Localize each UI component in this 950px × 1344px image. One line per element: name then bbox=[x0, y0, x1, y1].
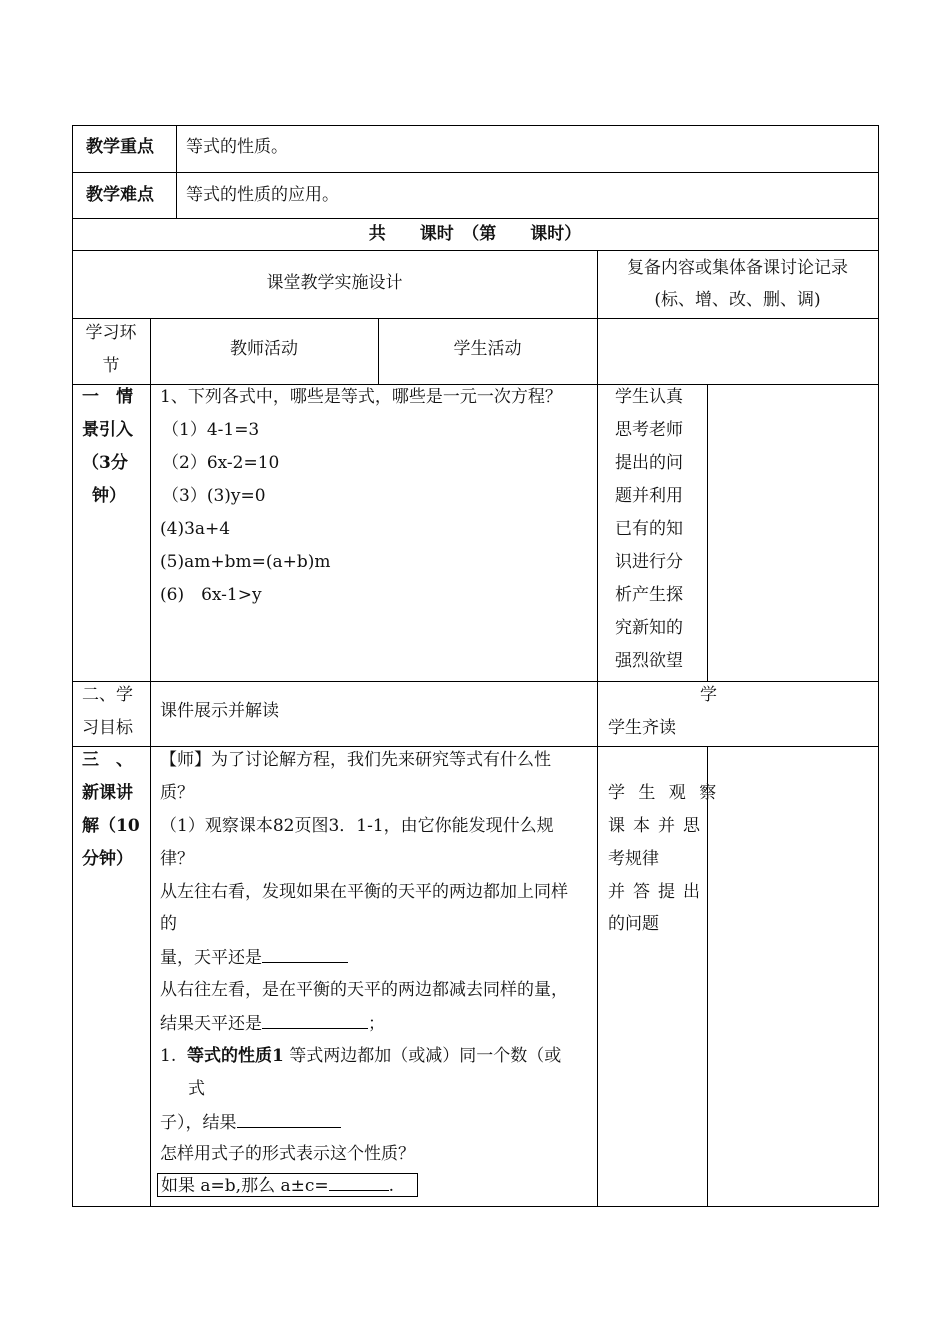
answer-blank bbox=[237, 1111, 341, 1128]
section2-stage-line: 二、学 bbox=[82, 685, 133, 705]
rule bbox=[878, 125, 879, 1207]
notes-subtitle: (标、增、改、删、调) bbox=[654, 290, 821, 310]
difficulty-label: 教学难点 bbox=[86, 185, 154, 205]
section3-student-line: 课本并思 bbox=[608, 816, 708, 836]
section1-teacher-line: 1、下列各式中，哪些是等式，哪些是一元一次方程？ bbox=[160, 387, 562, 407]
rule bbox=[72, 172, 879, 173]
stage-column-header-2: 节 bbox=[102, 356, 120, 376]
section1-stage-line: 景引入 bbox=[82, 420, 133, 440]
rule bbox=[707, 384, 708, 682]
section3-teacher-line: 的 bbox=[160, 914, 177, 934]
section3-teacher-line bbox=[160, 946, 348, 969]
semicolon: ； bbox=[368, 1014, 385, 1034]
section3-teacher-line: 【师】为了讨论解方程，我们先来研究等式有什么性 bbox=[160, 750, 551, 770]
answer-blank bbox=[262, 946, 348, 963]
section3-student-line: 的问题 bbox=[608, 914, 659, 934]
section3-teacher-line: 从右往左看，是在平衡的天平的两边都减去同样的量， bbox=[160, 980, 568, 1000]
section3-stage-line: 三 、 bbox=[82, 750, 133, 770]
answer-blank bbox=[329, 1174, 389, 1191]
answer-blank bbox=[262, 1012, 368, 1029]
period: . bbox=[388, 1176, 395, 1196]
key-point-value: 等式的性质。 bbox=[186, 137, 288, 157]
section3-stage-line: 新课讲 bbox=[82, 783, 133, 803]
section1-student-line: 学生认真 bbox=[615, 387, 683, 407]
section1-student-line: 识进行分 bbox=[615, 552, 683, 572]
stage-column-header: 学习环 bbox=[85, 323, 137, 343]
section1-teacher-line: （2）6x-2=10 bbox=[162, 453, 280, 473]
result-text: 结果天平还是 bbox=[160, 1014, 262, 1034]
notes-title: 复备内容或集体备课讨论记录 bbox=[627, 258, 848, 278]
rule bbox=[72, 125, 879, 126]
property-text: 等式两边都加（或减）同一个数（或 bbox=[289, 1046, 562, 1066]
rule bbox=[72, 681, 879, 682]
student-column-header: 学生活动 bbox=[453, 339, 522, 359]
section3-student-line: 考规律 bbox=[608, 849, 659, 869]
rule bbox=[150, 318, 151, 1207]
section3-teacher-line: 律？ bbox=[160, 849, 194, 869]
rule bbox=[597, 250, 598, 1207]
section1-stage-line: （3分 bbox=[82, 453, 128, 473]
section1-student-line: 强烈欲望 bbox=[615, 651, 683, 671]
section1-teacher-line: （1）4-1=3 bbox=[162, 420, 260, 440]
section2-stage-line: 习目标 bbox=[82, 718, 133, 738]
difficulty-value: 等式的性质的应用。 bbox=[186, 185, 339, 205]
section1-teacher-line: （3）(3)y=0 bbox=[162, 486, 266, 506]
section3-student-line: 并答提出 bbox=[608, 882, 708, 902]
balance-text: 量，天平还是 bbox=[160, 948, 262, 968]
section3-teacher-line: 从左往右看，发现如果在平衡的天平的两边都加上同样 bbox=[160, 882, 568, 902]
section1-student-line: 究新知的 bbox=[615, 618, 683, 638]
section1-student-line: 题并利用 bbox=[615, 486, 683, 506]
formula-line bbox=[161, 1174, 394, 1197]
section2-student: 学生齐读 bbox=[608, 718, 676, 738]
rule bbox=[176, 125, 177, 219]
periods-row: 共 课时 （第 课时） bbox=[368, 224, 582, 244]
teacher-column-header: 教师活动 bbox=[230, 339, 298, 359]
result-text: 子），结果 bbox=[160, 1113, 237, 1133]
section3-teacher-line: 式 bbox=[188, 1079, 205, 1099]
section1-teacher-line: (5)am+bm=(a+b)m bbox=[160, 552, 331, 572]
section1-student-line: 已有的知 bbox=[615, 519, 683, 539]
section3-teacher-line: 质？ bbox=[160, 783, 194, 803]
rule bbox=[72, 250, 879, 251]
section3-teacher-line bbox=[160, 1012, 385, 1035]
section1-student-line: 思考老师 bbox=[615, 420, 683, 440]
item-number: 1. bbox=[160, 1046, 177, 1066]
property-1-line bbox=[160, 1045, 561, 1067]
section1-stage-line: 一 情 bbox=[82, 387, 133, 407]
section1-student-line: 析产生探 bbox=[615, 585, 683, 605]
section3-stage-line: 解（10 bbox=[82, 816, 140, 836]
rule bbox=[72, 746, 879, 747]
rule bbox=[72, 384, 879, 385]
section3-student-line: 学 生 观 察 bbox=[608, 783, 721, 803]
rule bbox=[72, 318, 879, 319]
rule bbox=[72, 218, 879, 219]
section1-stage-line: 钟） bbox=[92, 486, 126, 506]
section2-student-fragment: 学 bbox=[700, 685, 717, 705]
formula-text: 如果 a=b,那么 a±c= bbox=[161, 1176, 329, 1196]
section3-teacher-line: 怎样用式子的形式表示这个性质？ bbox=[160, 1144, 415, 1164]
design-title: 课堂教学实施设计 bbox=[266, 273, 403, 293]
section1-teacher-line: (4)3a+4 bbox=[160, 519, 231, 539]
key-point-label: 教学重点 bbox=[86, 137, 154, 157]
section3-teacher-line: （1）观察课本82页图3．1-1，由它你能发现什么规 bbox=[160, 816, 554, 836]
section3-stage-line: 分钟） bbox=[82, 849, 133, 869]
rule bbox=[72, 1206, 879, 1207]
property-title: 等式的性质1 bbox=[187, 1046, 284, 1066]
section2-teacher: 课件展示并解读 bbox=[160, 701, 279, 721]
section1-student-line: 提出的问 bbox=[615, 453, 683, 473]
section1-teacher-line: (6) 6x-1>y bbox=[160, 585, 262, 605]
section3-teacher-line bbox=[160, 1111, 341, 1134]
